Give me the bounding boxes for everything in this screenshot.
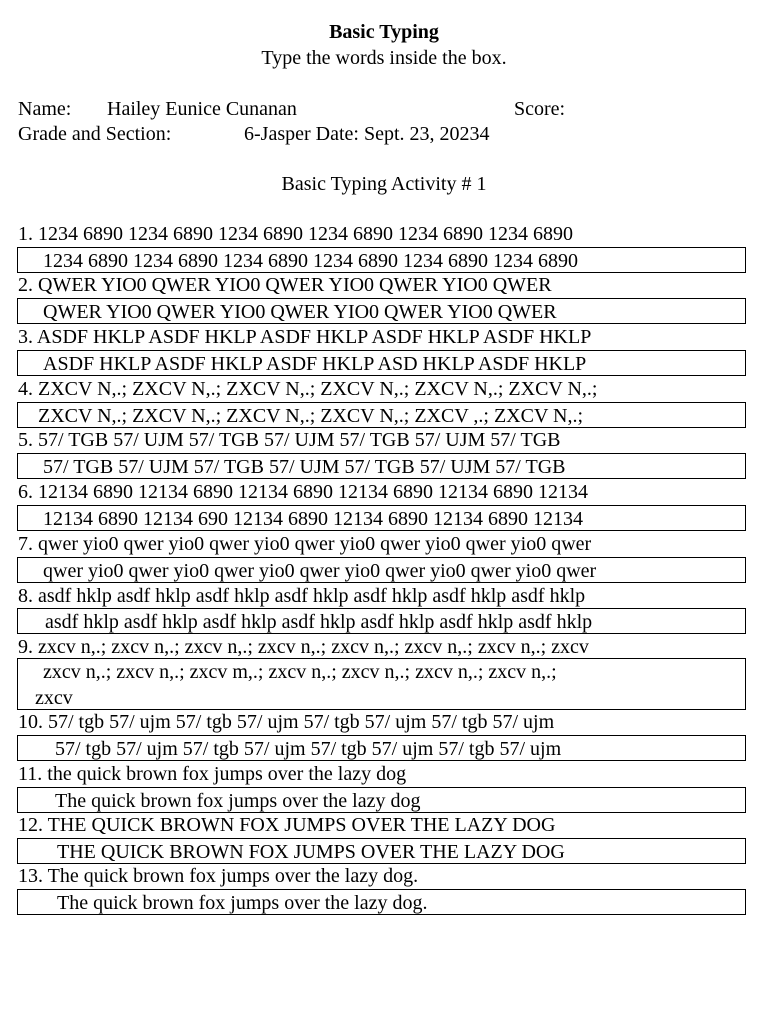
answer-box[interactable]: [17, 838, 746, 864]
document-title: Basic Typing: [329, 21, 439, 43]
answer-text: zxcv n,.; zxcv n,.; zxcv m,.; zxcv n,.; zxcv n,.; zxcv n,.; zxcv n,.;: [43, 661, 557, 683]
answer-box[interactable]: [17, 787, 746, 813]
item-prompt: 9. zxcv n,.; zxcv n,.; zxcv n,.; zxcv n,.; zxcv n,.; zxcv n,.; zxcv n,.; zxcv: [18, 636, 589, 658]
answer-text: 57/ tgb 57/ ujm 57/ tgb 57/ ujm 57/ tgb 57/ ujm 57/ tgb 57/ ujm: [55, 738, 562, 760]
answer-text: The quick brown fox jumps over the lazy dog.: [57, 892, 428, 914]
answer-box[interactable]: [17, 557, 746, 583]
grade-label: Grade and Section:: [18, 123, 172, 145]
answer-box[interactable]: [17, 735, 746, 761]
answer-text: qwer yio0 qwer yio0 qwer yio0 qwer yio0 qwer yio0 qwer yio0 qwer: [43, 560, 597, 582]
grade-value: 6-Jasper Date: Sept. 23, 20234: [244, 123, 490, 145]
answer-text: THE QUICK BROWN FOX JUMPS OVER THE LAZY DOG: [57, 841, 565, 863]
item-prompt: 11. the quick brown fox jumps over the lazy dog: [18, 763, 407, 785]
item-prompt: 5. 57/ TGB 57/ UJM 57/ TGB 57/ UJM 57/ TGB 57/ UJM 57/ TGB: [18, 429, 561, 451]
item-prompt: 13. The quick brown fox jumps over the lazy dog.: [18, 865, 419, 887]
answer-box[interactable]: [17, 453, 746, 479]
item-prompt: 2. QWER YIO0 QWER YIO0 QWER YIO0 QWER YIO0 QWER: [18, 274, 552, 296]
item-prompt: 12. THE QUICK BROWN FOX JUMPS OVER THE LAZY DOG: [18, 814, 556, 836]
answer-box[interactable]: [17, 350, 746, 376]
score-label: Score:: [514, 98, 566, 120]
answer-box[interactable]: [17, 402, 746, 428]
item-prompt: 8. asdf hklp asdf hklp asdf hklp asdf hklp asdf hklp asdf hklp asdf hklp: [18, 585, 586, 607]
document-subtitle: Type the words inside the box.: [261, 47, 507, 69]
answer-box[interactable]: [17, 658, 746, 710]
answer-text: 12134 6890 12134 690 12134 6890 12134 6890 12134 6890 12134: [43, 508, 583, 530]
answer-text-continued: zxcv: [35, 687, 73, 709]
answer-text: QWER YIO0 QWER YIO0 QWER YIO0 QWER YIO0 QWER: [43, 301, 557, 323]
item-prompt: 10. 57/ tgb 57/ ujm 57/ tgb 57/ ujm 57/ tgb 57/ ujm 57/ tgb 57/ ujm: [18, 711, 555, 733]
answer-text: 57/ TGB 57/ UJM 57/ TGB 57/ UJM 57/ TGB 57/ UJM 57/ TGB: [43, 456, 566, 478]
answer-text: ZXCV N,.; ZXCV N,.; ZXCV N,.; ZXCV N,.; ZXCV ,.; ZXCV N,.;: [38, 405, 584, 427]
answer-box[interactable]: [17, 247, 746, 273]
answer-text: 1234 6890 1234 6890 1234 6890 1234 6890 1234 6890 1234 6890: [43, 250, 578, 272]
answer-text: asdf hklp asdf hklp asdf hklp asdf hklp asdf hklp asdf hklp asdf hklp: [45, 611, 593, 633]
item-prompt: 3. ASDF HKLP ASDF HKLP ASDF HKLP ASDF HKLP ASDF HKLP: [18, 326, 592, 348]
item-prompt: 1. 1234 6890 1234 6890 1234 6890 1234 6890 1234 6890 1234 6890: [18, 223, 573, 245]
item-prompt: 7. qwer yio0 qwer yio0 qwer yio0 qwer yio0 qwer yio0 qwer yio0 qwer: [18, 533, 592, 555]
item-prompt: 4. ZXCV N,.; ZXCV N,.; ZXCV N,.; ZXCV N,.; ZXCV N,.; ZXCV N,.;: [18, 378, 598, 400]
activity-title: Basic Typing Activity # 1: [281, 173, 487, 195]
name-label: Name:: [18, 98, 72, 120]
answer-box[interactable]: [17, 889, 746, 915]
answer-box[interactable]: [17, 608, 746, 634]
answer-box[interactable]: [17, 505, 746, 531]
name-value: Hailey Eunice Cunanan: [107, 98, 297, 120]
answer-box[interactable]: [17, 298, 746, 324]
item-prompt: 6. 12134 6890 12134 6890 12134 6890 12134 6890 12134 6890 12134: [18, 481, 588, 503]
answer-text: The quick brown fox jumps over the lazy dog: [55, 790, 421, 812]
answer-text: ASDF HKLP ASDF HKLP ASDF HKLP ASD HKLP ASDF HKLP: [43, 353, 587, 375]
